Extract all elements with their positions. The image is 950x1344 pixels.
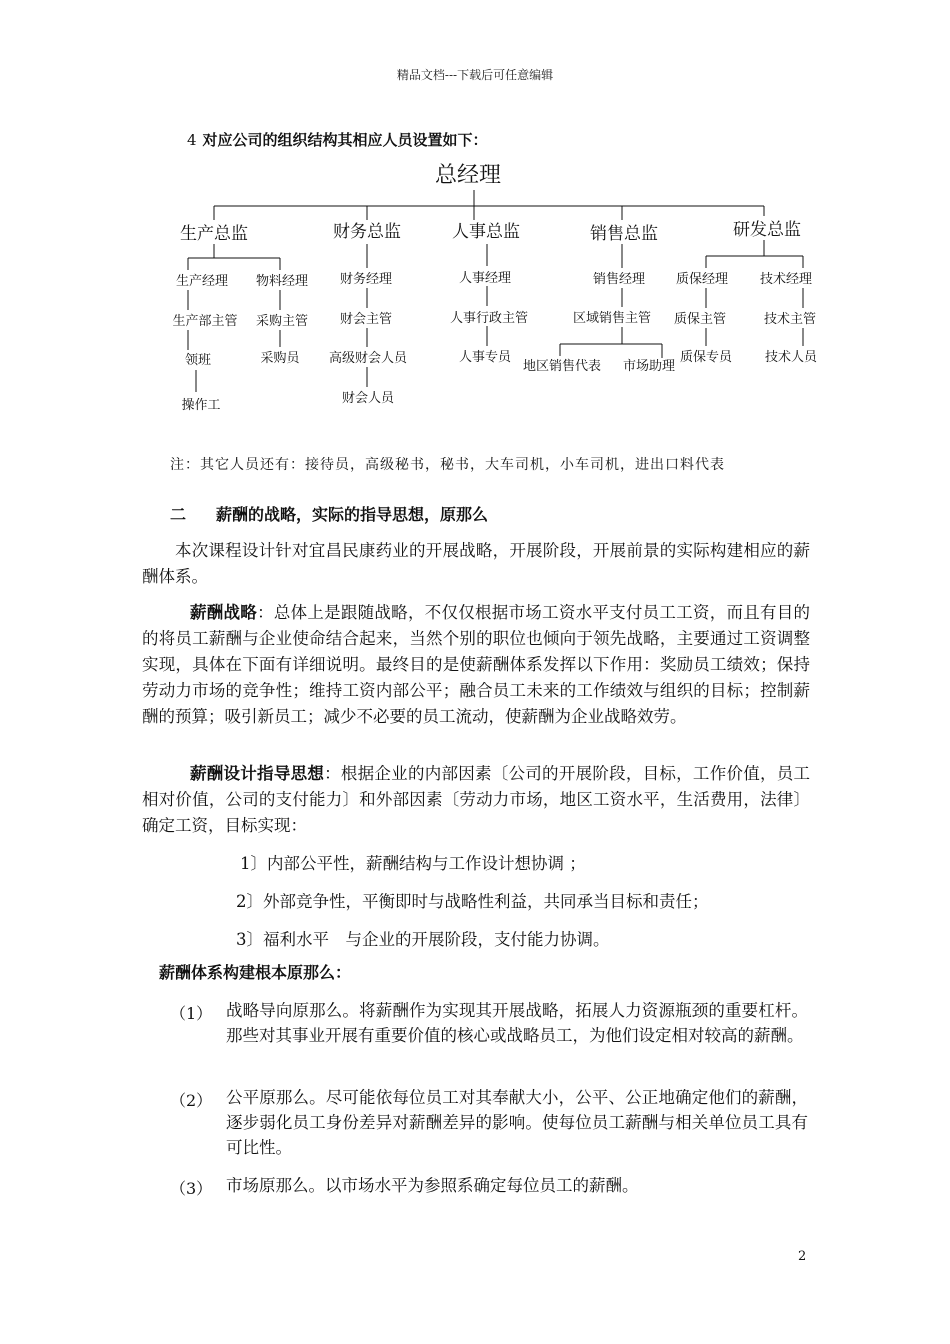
org-node-production-supervisor: 生产部主管 [172, 314, 238, 329]
org-node-tech-supervisor: 技术主管 [763, 312, 817, 327]
principle-3-text: 市场原那么。以市场水平为参照系确定每位员工的薪酬。 [226, 1176, 639, 1195]
org-node-marketing-assistant: 市场助理 [622, 359, 676, 374]
org-node-sales-head: 销售总监 [590, 224, 658, 244]
org-node-area-sales-rep: 地区销售代表 [522, 359, 602, 374]
org-node-finance-manager: 财务经理 [339, 272, 393, 287]
principle-3-number: （3） [170, 1179, 213, 1198]
page-number: 2 [798, 1249, 807, 1264]
org-node-qa-manager: 质保经理 [675, 272, 729, 287]
org-node-tech-staff: 技术人员 [764, 350, 818, 365]
org-node-accounting-supervisor: 财会主管 [339, 312, 393, 327]
guiding-separator: ： [324, 764, 341, 783]
section-2-number: 二 [170, 505, 187, 524]
strategy-label: 薪酬战略 [190, 603, 258, 622]
principle-2-number: （2） [170, 1091, 213, 1110]
org-node-operator: 操作工 [181, 398, 221, 413]
org-node-qa-specialist: 质保专员 [679, 350, 733, 365]
org-node-hr-head: 人事总监 [452, 222, 520, 242]
principle-1-number: （1） [170, 1004, 213, 1023]
org-node-hr-manager: 人事经理 [458, 271, 512, 286]
org-node-rd-head: 研发总监 [733, 220, 801, 240]
principle-1-text: 战略导向原那么。将薪酬作为实现其开展战略，拓展人力资源瓶颈的重要杠杆。那些对其事业开展有重要价值的核心或战略员工，为他们设定相对较高的薪酬。 [226, 1001, 808, 1045]
org-node-finance-head: 财务总监 [333, 222, 401, 242]
org-node-hr-admin-supervisor: 人事行政主管 [449, 311, 529, 326]
org-node-regional-sales-supervisor: 区域销售主管 [572, 311, 652, 326]
org-node-sales-manager: 销售经理 [592, 272, 646, 287]
guiding-paragraph [142, 761, 810, 839]
org-node-tech-manager: 技术经理 [759, 272, 813, 287]
org-node-team-leader: 领班 [184, 353, 212, 368]
org-node-hr-specialist: 人事专员 [458, 350, 512, 365]
guiding-label: 薪酬设计指导思想 [190, 764, 325, 783]
section-2-title: 薪酬的战略，实际的指导思想，原那么 [216, 505, 489, 524]
section-4-title: 对应公司的组织结构其相应人员设置如下： [202, 131, 488, 149]
org-node-purchaser: 采购员 [260, 351, 300, 366]
strategy-separator: ： [257, 603, 274, 622]
other-staff-note: 注：其它人员还有：接待员，高级秘书，秘书，大车司机，小车司机，进出口料代表 [170, 457, 725, 473]
intro-paragraph: 本次课程设计针对宜昌民康药业的开展战略，开展阶段，开展前景的实际构建相应的薪酬体系。 [142, 541, 810, 586]
org-node-senior-accountant: 高级财会人员 [328, 351, 408, 366]
guiding-text: 根据企业的内部因素〔公司的开展阶段，目标，工作价值，员工相对价值，公司的支付能力〕和外部因素〔劳动力市场，地区工资水平，生活费用，法律〕确定工资，目标实现： [142, 764, 811, 835]
org-node-production-manager: 生产经理 [175, 274, 229, 289]
strategy-text: 总体上是跟随战略，不仅仅根据市场工资水平支付员工工资，而且有目的的将员工薪酬与企业使命结合起来，当然个别的职位也倾向于领先战略，主要通过工资调整实现，具体在下面有详细说明。最终目的是使薪酬体系发挥以下作用：奖励员工绩效；保持劳动力市场的竞争性；维持工资内部公平；融合员工未来的工作绩效与组织的目标；控制薪酬的预算；吸引新员工；减少不必要的员工流动，使薪酬为企业战略效劳。 [142, 603, 811, 726]
section-4-number: 4 [187, 131, 197, 149]
goal-item-2: 2〕外部竞争性，平衡即时与战略性利益，共同承当目标和责任； [236, 892, 709, 911]
org-node-material-manager: 物料经理 [255, 274, 309, 289]
org-node-accountant: 财会人员 [341, 391, 395, 406]
principles-title: 薪酬体系构建根本原那么： [159, 963, 352, 982]
org-node-production-head: 生产总监 [180, 224, 248, 244]
org-chart [0, 0, 950, 440]
principle-2-text: 公平原那么。尽可能依每位员工对其奉献大小，公平、公正地确定他们的薪酬，逐步弱化员工身份差异对薪酬差异的影响。使每位员工薪酬与相关单位员工具有可比性。 [226, 1088, 808, 1157]
strategy-paragraph [142, 600, 810, 730]
org-node-qa-supervisor: 质保主管 [673, 312, 727, 327]
org-node-root: 总经理 [434, 163, 502, 188]
goal-item-1: 1〕内部公平性，薪酬结构与工作设计想协调 ； [240, 854, 586, 873]
page-header: 精品文档---下载后可任意编辑 [396, 68, 554, 82]
goal-item-3: 3〕福利水平 与企业的开展阶段，支付能力协调。 [236, 930, 610, 949]
section-2-heading [170, 502, 488, 525]
org-node-purchasing-supervisor: 采购主管 [255, 314, 309, 329]
